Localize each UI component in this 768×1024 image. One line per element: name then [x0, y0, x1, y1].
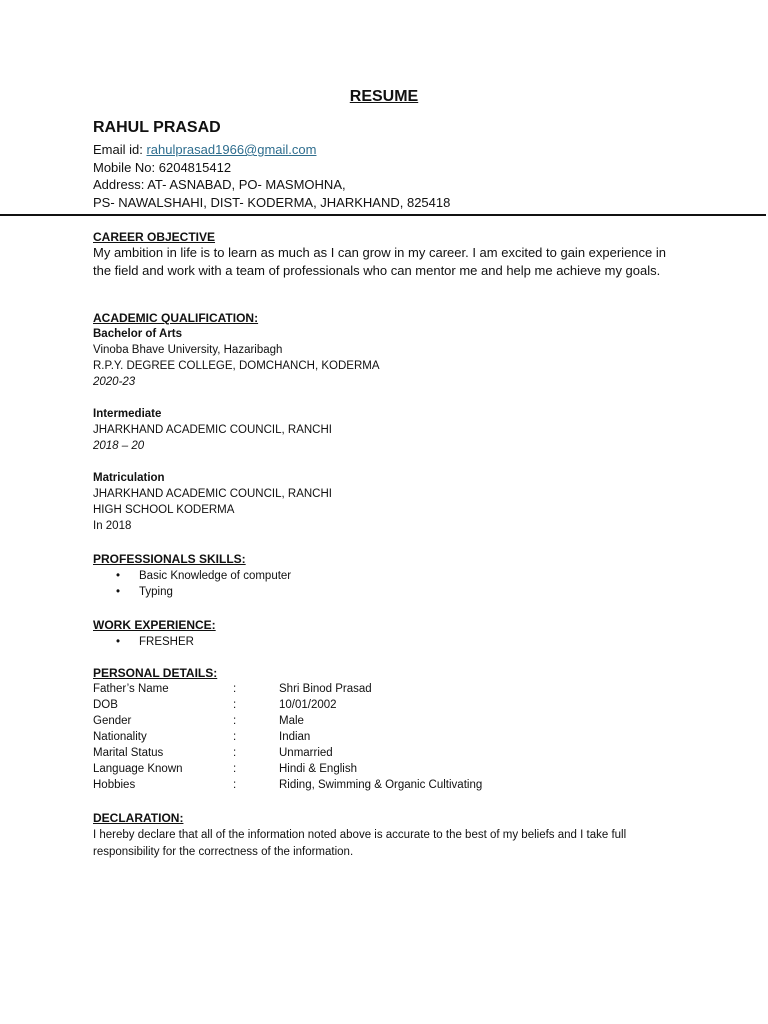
qualification-intermediate — [93, 406, 683, 454]
personal-value: 10/01/2002 — [279, 699, 337, 711]
declaration-heading: DECLARATION: — [93, 811, 184, 825]
resume-title: RESUME — [349, 88, 419, 105]
personal-value: Unmarried — [279, 747, 333, 759]
qualification-line: HIGH SCHOOL KODERMA — [93, 504, 235, 516]
personal-colon: : — [233, 731, 237, 743]
academic-heading: ACADEMIC QUALIFICATION: — [93, 311, 259, 325]
skills-list — [93, 568, 291, 600]
address-line-2: PS- NAWALSHAHI, DIST- KODERMA, JHARKHAND, 825418 — [93, 194, 451, 210]
personal-label: Marital Status — [93, 747, 164, 759]
qualification-line: R.P.Y. DEGREE COLLEGE, DOMCHANCH, KODERMA — [93, 360, 380, 372]
qualification-line: JHARKHAND ACADEMIC COUNCIL, RANCHI — [93, 424, 332, 436]
personal-colon: : — [233, 699, 237, 711]
mobile-line: Mobile No: 6204815412 — [93, 159, 232, 175]
personal-row-hobbies — [93, 777, 482, 793]
personal-value: Male — [279, 715, 304, 727]
qualification-line: JHARKHAND ACADEMIC COUNCIL, RANCHI — [93, 488, 332, 500]
qualification-degree: Intermediate — [93, 408, 162, 420]
personal-value: Indian — [279, 731, 311, 743]
qualification-degree: Bachelor of Arts — [93, 328, 183, 340]
personal-value: Hindi & English — [279, 763, 357, 775]
bullet-icon: • — [116, 586, 121, 598]
qualification-years: 2018 – 20 — [93, 440, 145, 452]
skills-heading: PROFESSIONALS SKILLS: — [93, 552, 246, 566]
personal-colon: : — [233, 683, 237, 695]
skill-text: Basic Knowledge of computer — [139, 570, 292, 582]
personal-row-gender — [93, 713, 482, 729]
declaration-section — [93, 810, 685, 861]
bullet-icon: • — [116, 570, 121, 582]
personal-details-section — [93, 665, 482, 793]
career-objective-text: My ambition in life is to learn as much as I can grow in my career. I am excited to gain experience in the field and work with a team of professionals who can mentor me and help me achieve my goals. — [93, 245, 666, 278]
email-link[interactable]: rahulprasad1966@gmail.com — [146, 142, 317, 157]
qualification-years: 2020-23 — [93, 376, 136, 388]
list-item — [93, 568, 291, 584]
personal-row-dob — [93, 697, 482, 713]
personal-details-heading: PERSONAL DETAILS: — [93, 666, 218, 680]
personal-label: Father’s Name — [93, 683, 169, 695]
contact-block — [93, 141, 450, 211]
candidate-name: RAHUL PRASAD — [93, 119, 221, 136]
personal-colon: : — [233, 763, 237, 775]
work-experience-section — [93, 617, 216, 650]
address-line-1: Address: AT- ASNABAD, PO- MASMOHNA, — [93, 177, 346, 192]
career-objective-heading: CAREER OBJECTIVE — [93, 230, 216, 244]
qualification-degree: Matriculation — [93, 472, 165, 484]
qualification-line: Vinoba Bhave University, Hazaribagh — [93, 344, 283, 356]
personal-row-marital — [93, 745, 482, 761]
personal-value: Riding, Swimming & Organic Cultivating — [279, 779, 483, 791]
email-line — [93, 141, 450, 159]
personal-row-father — [93, 681, 482, 697]
personal-colon: : — [233, 715, 237, 727]
personal-label: Gender — [93, 715, 132, 727]
career-objective-section — [93, 230, 683, 279]
personal-label: Hobbies — [93, 779, 136, 791]
header-divider — [0, 214, 766, 216]
email-label: Email id: — [93, 142, 147, 157]
personal-colon: : — [233, 779, 237, 791]
personal-value: Shri Binod Prasad — [279, 683, 372, 695]
academic-section — [93, 310, 683, 550]
personal-label: Language Known — [93, 763, 183, 775]
work-text: FRESHER — [139, 636, 194, 648]
work-experience-heading: WORK EXPERIENCE: — [93, 618, 216, 632]
qualification-ba — [93, 326, 683, 390]
personal-row-language — [93, 761, 482, 777]
list-item — [93, 634, 216, 650]
work-list — [93, 634, 216, 650]
personal-row-nationality — [93, 729, 482, 745]
qualification-matriculation — [93, 470, 683, 534]
skill-text: Typing — [139, 586, 173, 598]
list-item — [93, 584, 291, 600]
personal-label: Nationality — [93, 731, 147, 743]
personal-label: DOB — [93, 699, 118, 711]
declaration-text: I hereby declare that all of the information noted above is accurate to the best of my beliefs and I take full responsibility for the correctness of the information. — [93, 829, 627, 858]
bullet-icon: • — [116, 636, 121, 648]
qualification-line: In 2018 — [93, 520, 132, 532]
personal-colon: : — [233, 747, 237, 759]
skills-section — [93, 551, 291, 600]
